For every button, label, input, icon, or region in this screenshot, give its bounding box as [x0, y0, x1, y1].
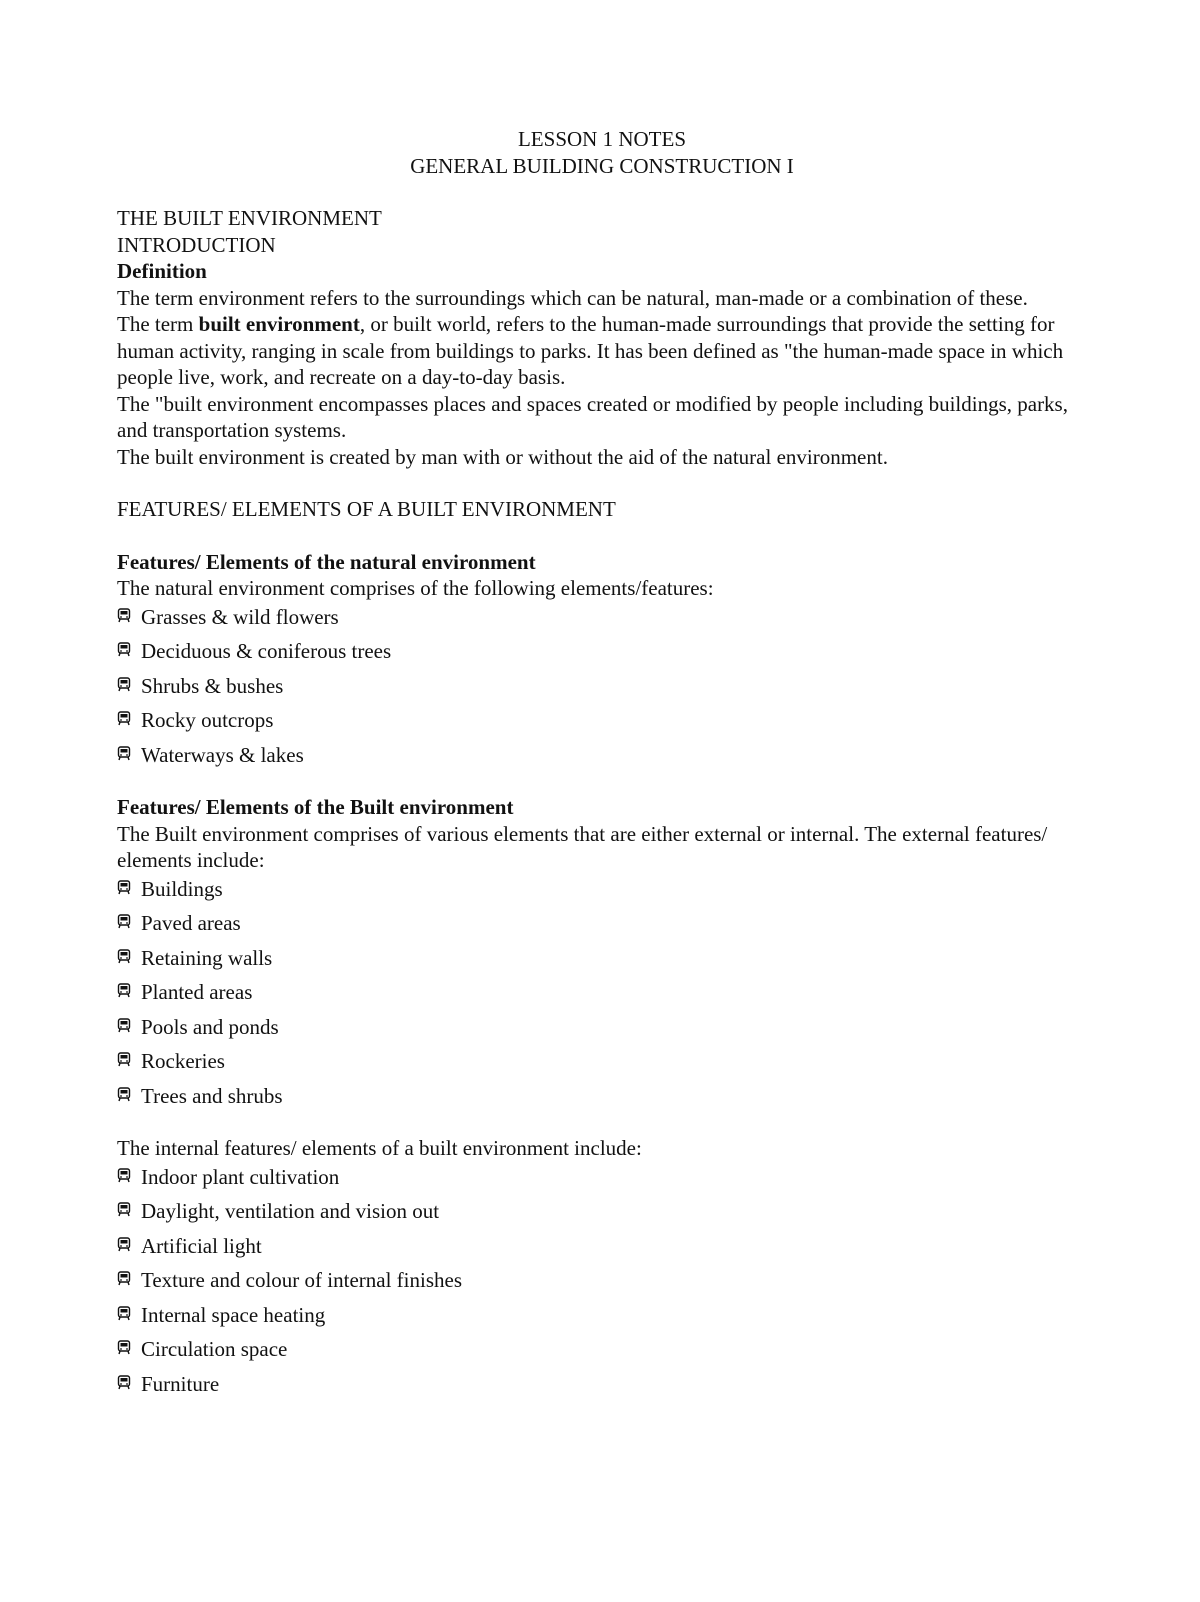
- definition-label: Definition: [117, 259, 207, 283]
- built-heading: Features/ Elements of the Built environment: [117, 795, 514, 819]
- natural-heading: Features/ Elements of the natural environment: [117, 549, 536, 574]
- natural-intro: The natural environment comprises of the following elements/features:: [117, 576, 714, 600]
- list-item: [117, 908, 1087, 943]
- list-item: [117, 1012, 1087, 1047]
- list-item: [117, 705, 1087, 740]
- list-item-text: Paved areas: [141, 911, 241, 935]
- list-item-text: Internal space heating: [141, 1302, 326, 1327]
- list-item: [117, 1231, 1087, 1266]
- spacer: [117, 523, 1087, 549]
- list-item-text: Texture and colour of internal finishes: [141, 1268, 463, 1292]
- internal-intro: The internal features/ elements of a built environment include:: [117, 1136, 642, 1160]
- list-item-text: Indoor plant cultivation: [141, 1164, 340, 1189]
- paragraph-environment: The term environment refers to the surroundings which can be natural, man-made or a combination of these.: [117, 285, 1028, 310]
- list-item: [117, 1196, 1087, 1231]
- list-item: [117, 943, 1087, 978]
- built-intro: The Built environment comprises of various elements that are either external or internal. The external features/ elements include:: [117, 821, 1048, 872]
- list-item-text: Artificial light: [141, 1233, 262, 1258]
- natural-list: [117, 602, 1087, 775]
- list-item: [117, 636, 1087, 671]
- list-item: [117, 1369, 1087, 1404]
- section-heading-built-environment: THE BUILT ENVIRONMENT: [117, 206, 382, 230]
- list-item-text: Buildings: [141, 876, 223, 901]
- document-bullet-icon: [117, 979, 141, 1011]
- subheading-introduction: INTRODUCTION: [117, 232, 276, 257]
- list-item-text: Planted areas: [141, 980, 253, 1004]
- list-item: [117, 671, 1087, 706]
- document-bullet-icon: [117, 1336, 141, 1368]
- document-bullet-icon: [117, 1233, 141, 1265]
- external-list: [117, 874, 1087, 1116]
- list-item: [117, 874, 1087, 909]
- paragraph-created-by-man: The built environment is created by man with or without the aid of the natural environment.: [117, 444, 888, 469]
- list-item: [117, 602, 1087, 637]
- para2-bold-term: built environment: [198, 312, 360, 336]
- list-item: [117, 1265, 1087, 1300]
- document-bullet-icon: [117, 1014, 141, 1046]
- list-item-text: Furniture: [141, 1371, 220, 1396]
- list-item-text: Trees and shrubs: [141, 1083, 283, 1108]
- document-bullet-icon: [117, 604, 141, 636]
- paragraph-built-environment: [117, 311, 1087, 391]
- list-item-text: Shrubs & bushes: [141, 673, 284, 698]
- list-item: [117, 1162, 1087, 1197]
- internal-list: [117, 1162, 1087, 1404]
- document-bullet-icon: [117, 1198, 141, 1230]
- document-bullet-icon: [117, 910, 141, 942]
- para2-suffix: , or built world, refers to the human-made surroundings that provide the setting for human activity, ranging in scale from buildings to parks. It has been defined as "the human-made space in which people live, work, and recreate on a day-to-day basis.: [117, 312, 1064, 389]
- document-bullet-icon: [117, 742, 141, 774]
- document-bullet-icon: [117, 1302, 141, 1334]
- list-item: [117, 1046, 1087, 1081]
- document-bullet-icon: [117, 1164, 141, 1196]
- list-item: [117, 1300, 1087, 1335]
- list-item: [117, 740, 1087, 775]
- list-item-text: Rockeries: [141, 1049, 225, 1073]
- para2-prefix: The term: [117, 312, 199, 336]
- document-title-line-1: LESSON 1 NOTES: [517, 127, 686, 151]
- document-bullet-icon: [117, 1048, 141, 1080]
- list-item-text: Waterways & lakes: [141, 742, 304, 767]
- document-bullet-icon: [117, 1083, 141, 1115]
- document-page: [117, 126, 1087, 1403]
- list-item: [117, 1081, 1087, 1116]
- document-bullet-icon: [117, 673, 141, 705]
- spacer: [117, 470, 1087, 496]
- document-bullet-icon: [117, 876, 141, 908]
- list-item-text: Rocky outcrops: [141, 708, 274, 732]
- section-heading-features: FEATURES/ ELEMENTS OF A BUILT ENVIRONMENT: [117, 497, 616, 521]
- spacer: [117, 1115, 1087, 1135]
- document-bullet-icon: [117, 945, 141, 977]
- document-bullet-icon: [117, 707, 141, 739]
- list-item-text: Retaining walls: [141, 945, 273, 970]
- document-bullet-icon: [117, 638, 141, 670]
- paragraph-encompasses: The "built environment encompasses places and spaces created or modified by people including buildings, parks, and transportation systems.: [117, 391, 1068, 442]
- list-item-text: Daylight, ventilation and vision out: [141, 1199, 440, 1223]
- document-title-line-2: GENERAL BUILDING CONSTRUCTION I: [410, 153, 794, 178]
- document-bullet-icon: [117, 1371, 141, 1403]
- list-item: [117, 1334, 1087, 1369]
- list-item-text: Grasses & wild flowers: [141, 604, 339, 629]
- spacer: [117, 179, 1087, 205]
- list-item: [117, 977, 1087, 1012]
- spacer: [117, 774, 1087, 794]
- list-item-text: Deciduous & coniferous trees: [141, 639, 392, 663]
- list-item-text: Circulation space: [141, 1337, 288, 1361]
- list-item-text: Pools and ponds: [141, 1014, 279, 1039]
- document-bullet-icon: [117, 1267, 141, 1299]
